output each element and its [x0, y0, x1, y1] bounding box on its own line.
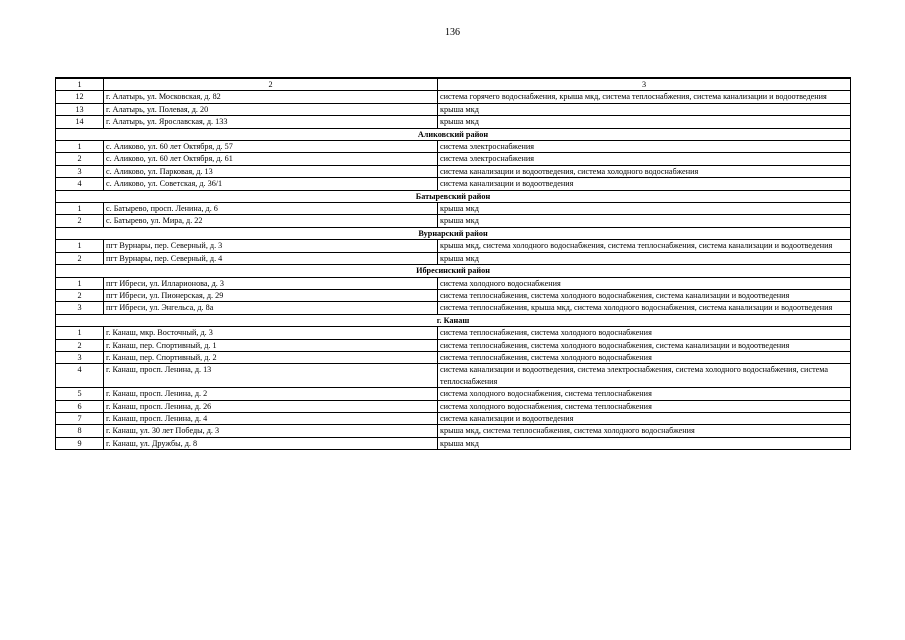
- row-address: пгт Ибреси, ул. Пионерская, д. 29: [104, 289, 438, 301]
- row-number: 13: [56, 103, 104, 115]
- table-row: [56, 277, 851, 289]
- section-heading-row: [56, 265, 851, 277]
- table-body: [56, 78, 851, 450]
- row-works: крыша мкд: [438, 252, 851, 264]
- column-number-2: 2: [104, 78, 438, 91]
- row-works: система теплоснабжения, система холодного водоснабжения: [438, 327, 851, 339]
- row-number: 1: [56, 203, 104, 215]
- row-address: с. Аликово, ул. 60 лет Октября, д. 57: [104, 141, 438, 153]
- table-row: [56, 339, 851, 351]
- row-address: г. Канаш, просп. Ленина, д. 13: [104, 364, 438, 388]
- table-row: [56, 327, 851, 339]
- row-address: с. Батырево, просп. Ленина, д. 6: [104, 203, 438, 215]
- row-address: г. Канаш, просп. Ленина, д. 2: [104, 388, 438, 400]
- row-number: 3: [56, 165, 104, 177]
- table-row: [56, 388, 851, 400]
- row-number: 4: [56, 178, 104, 190]
- row-works: крыша мкд: [438, 215, 851, 227]
- row-works: система канализации и водоотведения, система электроснабжения, система холодного водоснабжения, система теплоснабжения: [438, 364, 851, 388]
- section-heading-row: [56, 128, 851, 140]
- row-address: с. Аликово, ул. 60 лет Октября, д. 61: [104, 153, 438, 165]
- row-works: система холодного водоснабжения, система теплоснабжения: [438, 400, 851, 412]
- row-number: 9: [56, 437, 104, 449]
- row-address: пгт Ибреси, ул. Илларионова, д. 3: [104, 277, 438, 289]
- row-works: система теплоснабжения, система холодного водоснабжения: [438, 351, 851, 363]
- row-works: система электроснабжения: [438, 153, 851, 165]
- row-number: 3: [56, 351, 104, 363]
- section-heading-row: [56, 190, 851, 202]
- row-number: 4: [56, 364, 104, 388]
- row-works: система горячего водоснабжения, крыша мкд, система теплоснабжения, система канализации и водоотведения: [438, 91, 851, 103]
- row-address: г. Канаш, мкр. Восточный, д. 3: [104, 327, 438, 339]
- column-number-1: 1: [56, 78, 104, 91]
- table-row: [56, 116, 851, 128]
- row-number: 1: [56, 277, 104, 289]
- table-row: [56, 165, 851, 177]
- row-address: г. Канаш, пер. Спортивный, д. 2: [104, 351, 438, 363]
- row-number: 6: [56, 400, 104, 412]
- row-works: крыша мкд: [438, 116, 851, 128]
- row-number: 2: [56, 252, 104, 264]
- row-address: г. Канаш, просп. Ленина, д. 4: [104, 412, 438, 424]
- row-number: 3: [56, 302, 104, 314]
- row-number: 2: [56, 153, 104, 165]
- table-row: [56, 252, 851, 264]
- row-works: система теплоснабжения, система холодного водоснабжения, система канализации и водоотведения: [438, 289, 851, 301]
- table-row: [56, 141, 851, 153]
- row-number: 7: [56, 412, 104, 424]
- table-row: [56, 203, 851, 215]
- row-number: 2: [56, 289, 104, 301]
- section-title: г. Канаш: [56, 314, 851, 326]
- row-works: система электроснабжения: [438, 141, 851, 153]
- row-number: 12: [56, 91, 104, 103]
- row-works: система канализации и водоотведения: [438, 412, 851, 424]
- row-works: система холодного водоснабжения: [438, 277, 851, 289]
- table-row: [56, 400, 851, 412]
- row-address: пгт Ибреси, ул. Энгельса, д. 8а: [104, 302, 438, 314]
- table-row: [56, 364, 851, 388]
- row-works: крыша мкд, система холодного водоснабжения, система теплоснабжения, система канализации и водоотведения: [438, 240, 851, 252]
- row-address: г. Канаш, ул. Дружбы, д. 8: [104, 437, 438, 449]
- table-row: [56, 178, 851, 190]
- row-address: г. Канаш, просп. Ленина, д. 26: [104, 400, 438, 412]
- table-row: [56, 351, 851, 363]
- table-row: [56, 412, 851, 424]
- table-row: [56, 103, 851, 115]
- table-row: [56, 437, 851, 449]
- row-address: г. Канаш, ул. 30 лет Победы, д. 3: [104, 425, 438, 437]
- section-heading-row: [56, 314, 851, 326]
- table-row: [56, 215, 851, 227]
- row-address: г. Алатырь, ул. Полевая, д. 20: [104, 103, 438, 115]
- table-row: [56, 153, 851, 165]
- row-works: крыша мкд: [438, 437, 851, 449]
- section-title: Аликовский район: [56, 128, 851, 140]
- row-number: 1: [56, 327, 104, 339]
- row-number: 2: [56, 339, 104, 351]
- row-number: 8: [56, 425, 104, 437]
- section-heading-row: [56, 227, 851, 239]
- table-row: [56, 240, 851, 252]
- row-number: 1: [56, 240, 104, 252]
- table-row: [56, 425, 851, 437]
- row-works: крыша мкд: [438, 103, 851, 115]
- row-number: 5: [56, 388, 104, 400]
- row-works: крыша мкд: [438, 203, 851, 215]
- row-works: система канализации и водоотведения: [438, 178, 851, 190]
- table-row: [56, 302, 851, 314]
- row-address: г. Канаш, пер. Спортивный, д. 1: [104, 339, 438, 351]
- page-number: 136: [445, 27, 460, 38]
- row-works: система канализации и водоотведения, система холодного водоснабжения: [438, 165, 851, 177]
- section-title: Вурнарский район: [56, 227, 851, 239]
- row-address: с. Аликово, ул. Советская, д. 36/1: [104, 178, 438, 190]
- row-number: 1: [56, 141, 104, 153]
- row-works: система холодного водоснабжения, система теплоснабжения: [438, 388, 851, 400]
- row-number: 14: [56, 116, 104, 128]
- table-row: [56, 289, 851, 301]
- row-number: 2: [56, 215, 104, 227]
- section-title: Батыревский район: [56, 190, 851, 202]
- column-number-3: 3: [438, 78, 851, 91]
- row-address: г. Алатырь, ул. Ярославская, д. 133: [104, 116, 438, 128]
- table-row: [56, 91, 851, 103]
- row-address: пгт Вурнары, пер. Северный, д. 3: [104, 240, 438, 252]
- section-title: Ибресинский район: [56, 265, 851, 277]
- row-works: система теплоснабжения, крыша мкд, система холодного водоснабжения, система канализации и водоотведения: [438, 302, 851, 314]
- row-address: с. Аликово, ул. Парковая, д. 13: [104, 165, 438, 177]
- row-address: г. Алатырь, ул. Московская, д. 82: [104, 91, 438, 103]
- row-works: система теплоснабжения, система холодного водоснабжения, система канализации и водоотведения: [438, 339, 851, 351]
- column-number-row: [56, 78, 851, 91]
- row-address: пгт Вурнары, пер. Северный, д. 4: [104, 252, 438, 264]
- row-works: крыша мкд, система теплоснабжения, система холодного водоснабжения: [438, 425, 851, 437]
- row-address: с. Батырево, ул. Мира, д. 22: [104, 215, 438, 227]
- repair-works-table: [55, 77, 851, 450]
